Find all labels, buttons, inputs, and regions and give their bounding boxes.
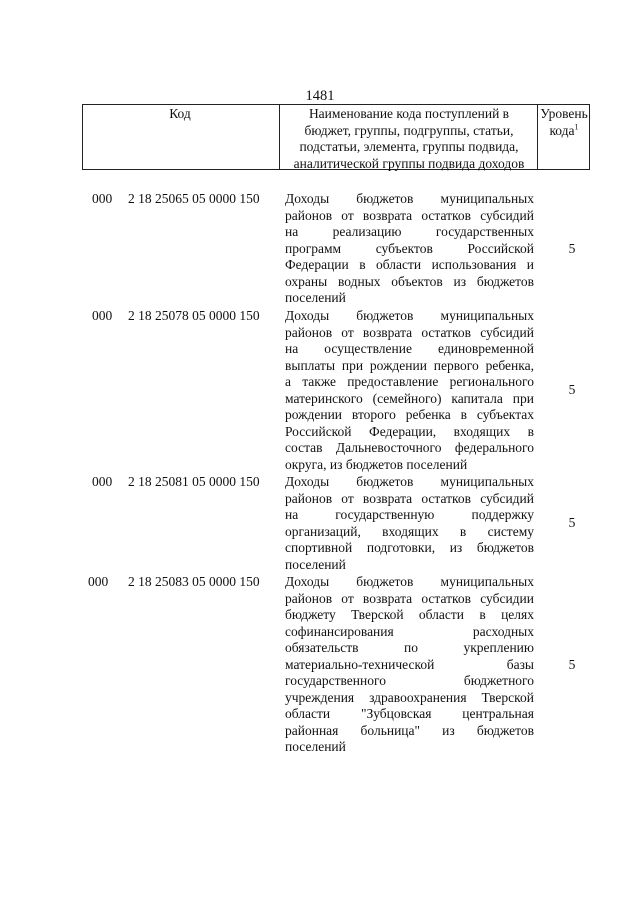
description-line: районная больница" из бюджетов (285, 722, 534, 738)
header-level-text: кода (549, 122, 575, 138)
revenue-code: 2 18 25081 05 0000 150 (128, 474, 260, 489)
header-code-column: Код (169, 106, 191, 121)
description-line: рождении второго ребенка в субъектах (285, 407, 534, 422)
table-header (82, 104, 590, 170)
description-line: области "Зубцовская центральная (285, 706, 534, 721)
header-level-column (538, 106, 590, 139)
header-name-column (280, 106, 538, 172)
description-line: бюджету Тверской области в целях (285, 607, 534, 622)
admin-code: 000 (92, 308, 113, 323)
revenue-code: 2 18 25078 05 0000 150 (128, 308, 260, 323)
description-line: организаций, входящих в систему (285, 523, 534, 539)
description-line: Доходы бюджетов муниципальных (285, 308, 534, 323)
description-line: учреждения здравоохранения Тверской (285, 689, 534, 705)
description-line: на осуществление единовременной (285, 341, 534, 356)
header-name-line: бюджет, группы, подгруппы, статьи, (304, 122, 514, 138)
description-line: районов от возврата остатков субсидий (285, 490, 534, 506)
description-line: Федерации в области использования и (285, 257, 534, 272)
description-line: Доходы бюджетов муниципальных (285, 191, 534, 206)
description-line: на реализацию государственных (285, 224, 534, 239)
code-level: 5 (568, 656, 576, 672)
description-line: государственного бюджетного (285, 673, 534, 688)
description-line: Доходы бюджетов муниципальных (285, 474, 534, 489)
description-line: поселений (285, 739, 346, 754)
code-level: 5 (568, 240, 576, 256)
revenue-code: 2 18 25083 05 0000 150 (128, 574, 260, 589)
description-line: охраны водных объектов из бюджетов (285, 273, 534, 289)
revenue-description (285, 308, 534, 473)
header-level-line2 (538, 123, 590, 140)
description-line: Доходы бюджетов муниципальных (285, 574, 534, 589)
description-line: районов от возврата остатков субсидий (285, 324, 534, 340)
revenue-code: 2 18 25065 05 0000 150 (128, 191, 260, 206)
description-line: материально-технической базы (285, 656, 534, 672)
footnote-marker: 1 (574, 122, 579, 131)
description-line: спортивной подготовки, из бюджетов (285, 540, 534, 555)
admin-code: 000 (92, 191, 113, 206)
header-name-line: подстатьи, элемента, группы подвида, (299, 139, 519, 154)
code-level: 5 (568, 515, 576, 530)
description-line: материнского (семейного) капитала при (285, 390, 534, 406)
description-line: районов от возврата остатков субсидий (285, 207, 534, 223)
description-line: на государственную поддержку (285, 507, 534, 522)
description-line: поселений (285, 290, 346, 305)
description-line: состав Дальневосточного федерального (285, 440, 534, 455)
revenue-description (285, 191, 534, 307)
description-line: районов от возврата остатков субсидии (285, 590, 534, 606)
admin-code: 000 (88, 574, 109, 589)
description-line: Российской Федерации, входящих в (285, 423, 534, 439)
revenue-description (285, 574, 534, 756)
description-line: выплаты при рождении первого ребенка, (285, 357, 534, 373)
header-name-line: аналитической группы подвида доходов (293, 155, 525, 171)
description-line: округа, из бюджетов поселений (285, 456, 468, 472)
description-line: обязательств по укреплению (285, 640, 534, 655)
description-line: программ субъектов Российской (285, 240, 534, 256)
header-level-line1: Уровень (540, 106, 588, 121)
code-level: 5 (568, 382, 576, 397)
page-number: 1481 (305, 88, 335, 104)
header-name-line: Наименование кода поступлений в (308, 106, 510, 121)
admin-code: 000 (92, 474, 113, 489)
description-line: а также предоставление регионального (285, 374, 534, 389)
description-line: софинансирования расходных (285, 623, 534, 639)
description-line: поселений (285, 556, 346, 572)
revenue-description (285, 474, 534, 573)
